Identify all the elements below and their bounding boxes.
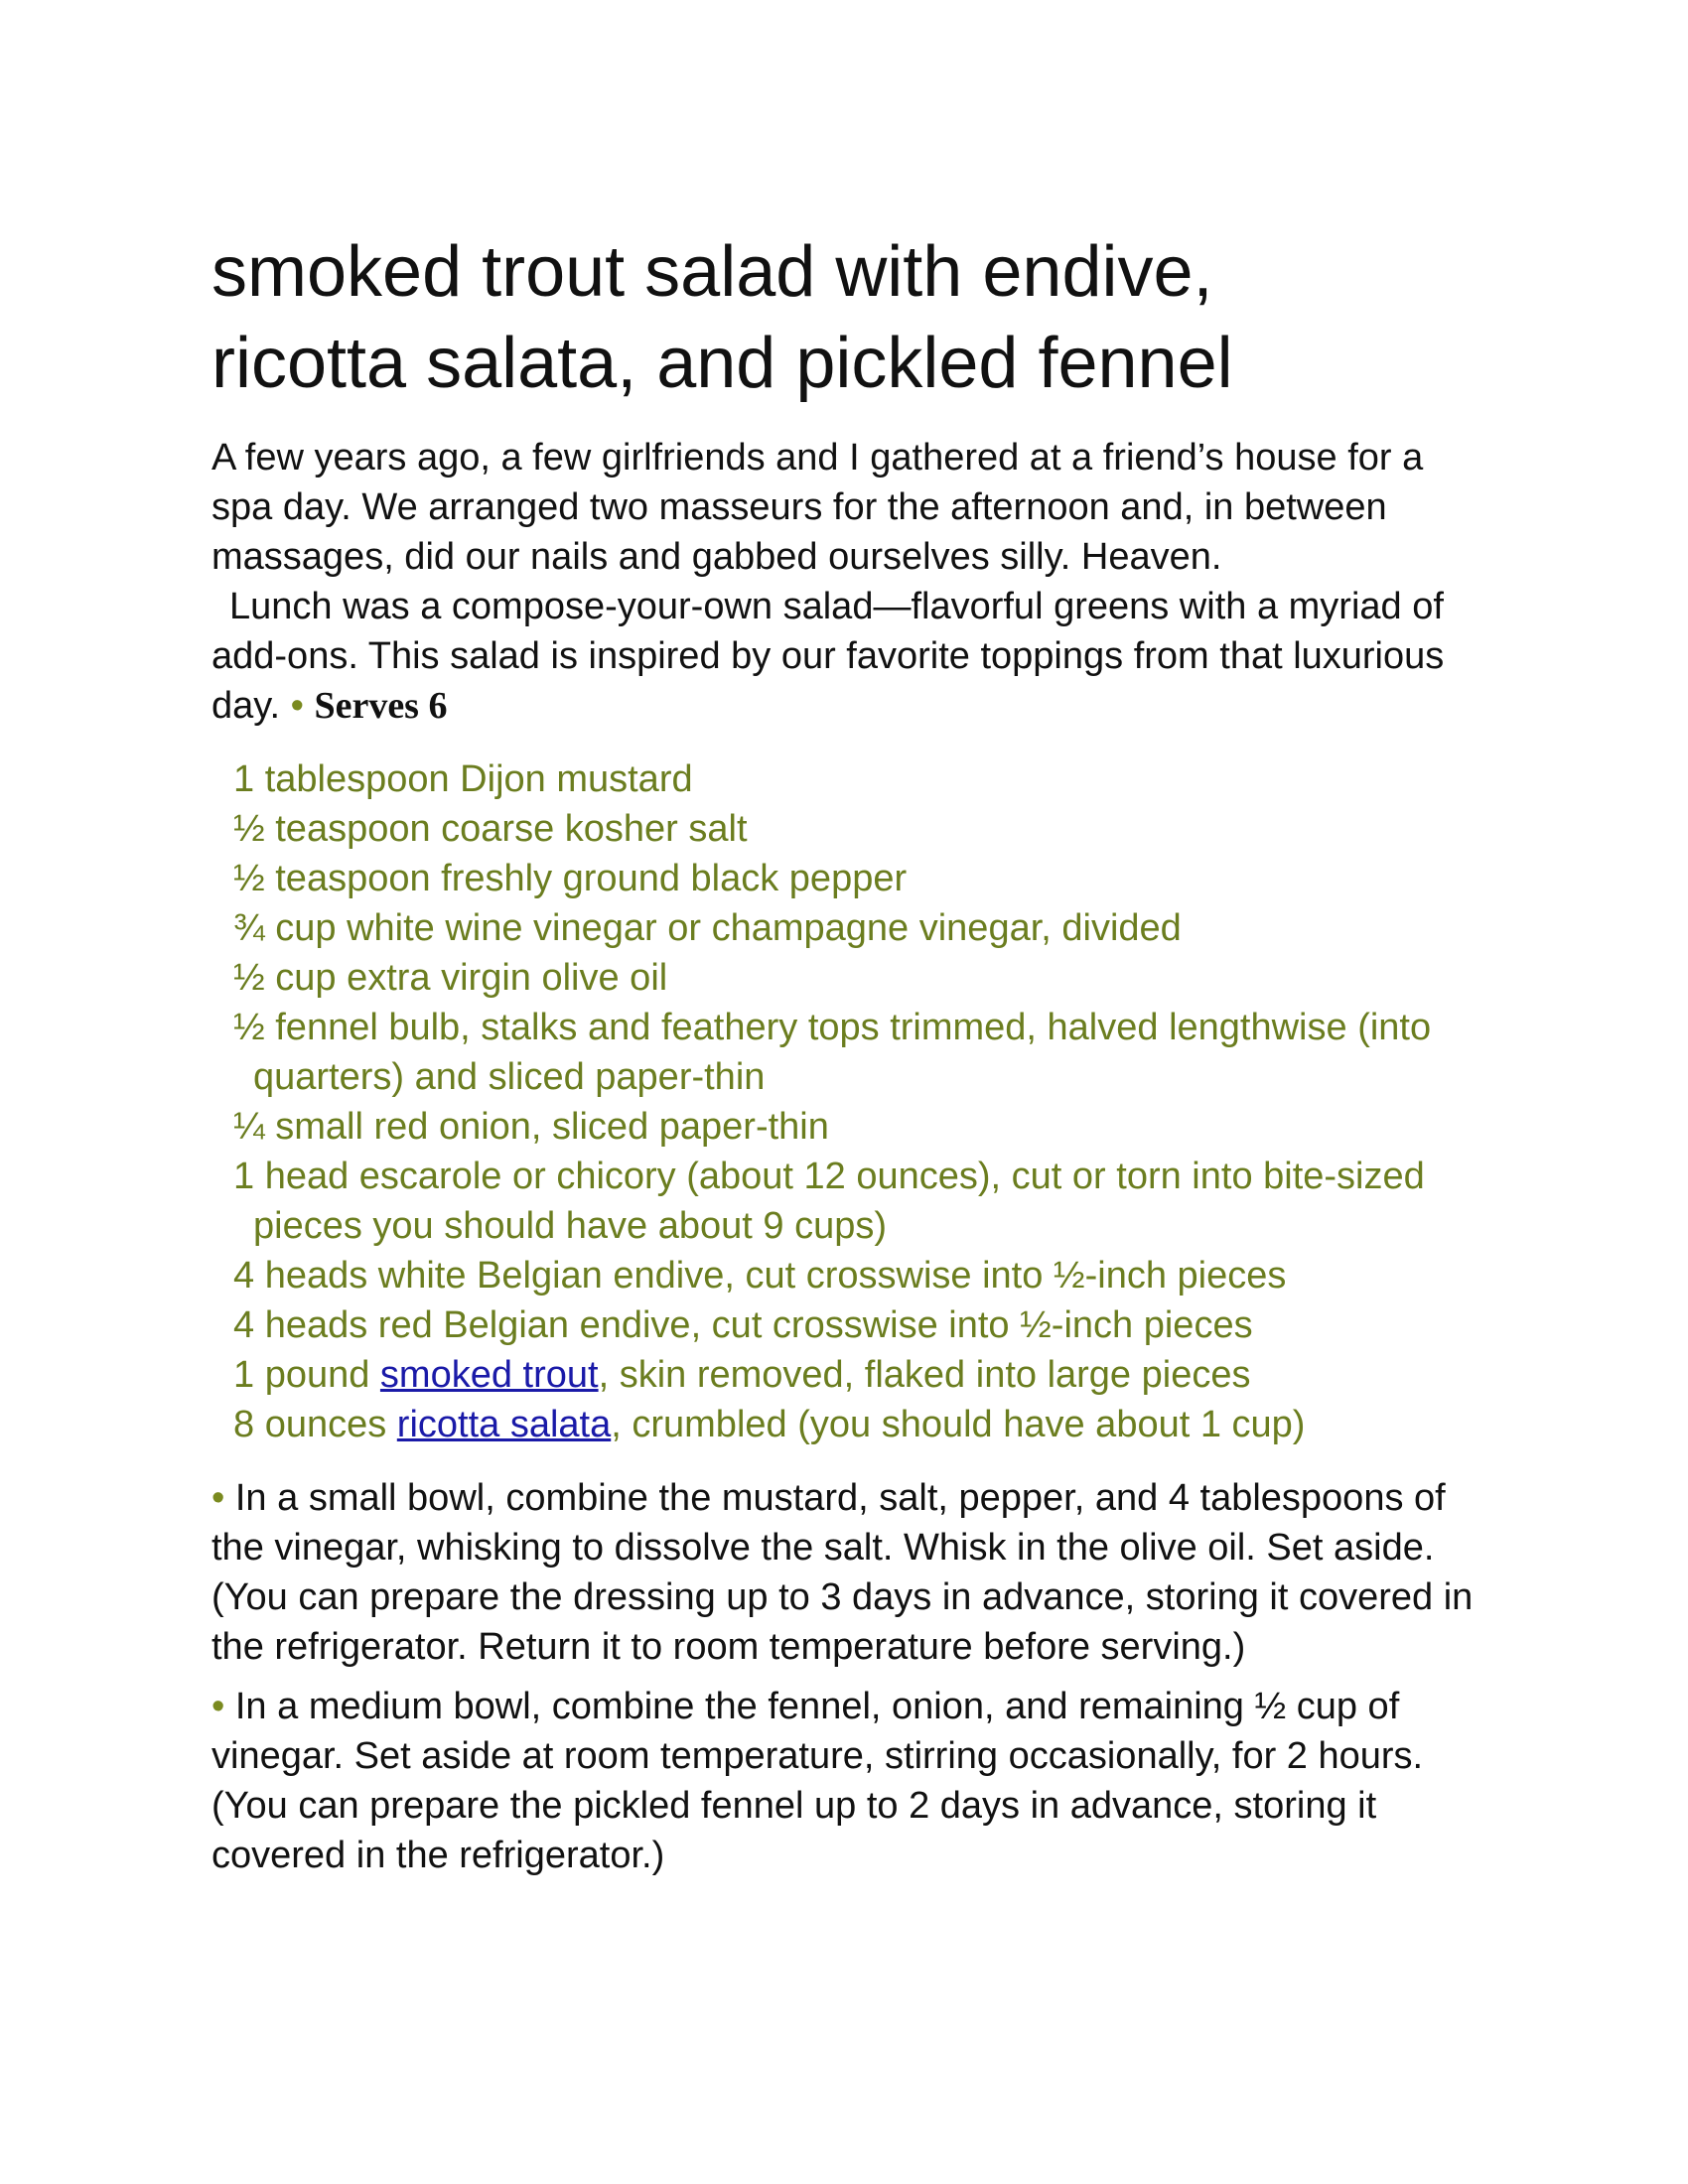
ingredient-text: , skin removed, flaked into large pieces: [598, 1354, 1251, 1396]
ingredient-item: ½ teaspoon coarse kosher salt: [233, 808, 748, 850]
ingredient-text: 8 ounces: [233, 1404, 397, 1445]
ingredient-item-ricotta-salata: [211, 1400, 1492, 1449]
step-1-text: In a small bowl, combine the mustard, salt, pepper, and 4 tablespoons of the vinegar, whisking to dissolve the salt. Whisk in the olive oil. Set aside. (You can prepare the dressing up to 3 days in advance, storing it covered in the refrigerator. Return it to room temperature before serving.): [211, 1477, 1474, 1668]
bullet-icon: •: [211, 1477, 225, 1519]
recipe-title: [211, 226, 1492, 409]
recipe-title-line1: smoked trout salad with endive,: [211, 232, 1213, 312]
ingredient-item: ¾ cup white wine vinegar or champagne vinegar, divided: [233, 907, 1182, 949]
step-1: [211, 1473, 1492, 1672]
serves-label: Serves 6: [314, 685, 448, 727]
intro-paragraph-2: [211, 582, 1492, 731]
ricotta-salata-link[interactable]: ricotta salata: [396, 1404, 612, 1445]
step-2-text: In a medium bowl, combine the fennel, onion, and remaining ½ cup of vinegar. Set aside at room temperature, stirring occasionally, for 2 hours. (You can prepare the pickled fennel up to 2 days in advance, storing it covered in the refrigerator.): [211, 1686, 1424, 1876]
ingredient-item: 4 heads red Belgian endive, cut crosswise into ½-inch pieces: [233, 1304, 1253, 1346]
ingredient-item: ½ teaspoon freshly ground black pepper: [233, 858, 908, 899]
ingredient-text: 1 pound: [233, 1354, 380, 1396]
ingredient-item: ½ cup extra virgin olive oil: [233, 957, 668, 999]
recipe-content: [211, 226, 1492, 1890]
intro-paragraph-2-text: Lunch was a compose-your-own salad—flavorful greens with a myriad of add-ons. This salad is inspired by our favorite toppings from that luxurious day.: [211, 586, 1445, 727]
recipe-intro: [211, 433, 1492, 731]
bullet-icon: •: [211, 1686, 225, 1727]
ingredient-item-smoked-trout: [211, 1350, 1492, 1400]
bullet-icon: •: [290, 685, 304, 727]
ingredient-item: 1 tablespoon Dijon mustard: [233, 758, 693, 800]
step-2: [211, 1682, 1492, 1880]
ingredient-list: [211, 754, 1492, 1449]
ingredient-text: , crumbled (you should have about 1 cup): [611, 1404, 1306, 1445]
ingredient-item: 1 head escarole or chicory (about 12 ounces), cut or torn into bite-sized pieces you should have about 9 cups): [233, 1156, 1425, 1247]
ingredient-item: 4 heads white Belgian endive, cut crosswise into ½-inch pieces: [233, 1255, 1287, 1297]
recipe-title-line2: ricotta salata, and pickled fennel: [211, 324, 1233, 403]
ingredient-item: ¼ small red onion, sliced paper-thin: [233, 1106, 829, 1148]
recipe-steps: [211, 1473, 1492, 1880]
intro-paragraph-1: A few years ago, a few girlfriends and I gathered at a friend’s house for a spa day. We arranged two masseurs for the afternoon and, in between massages, did our nails and gabbed ourselves silly. Heaven.: [211, 437, 1424, 578]
smoked-trout-link[interactable]: smoked trout: [379, 1354, 599, 1396]
ingredient-item: ½ fennel bulb, stalks and feathery tops trimmed, halved lengthwise (into quarters) and sliced paper-thin: [233, 1007, 1432, 1098]
